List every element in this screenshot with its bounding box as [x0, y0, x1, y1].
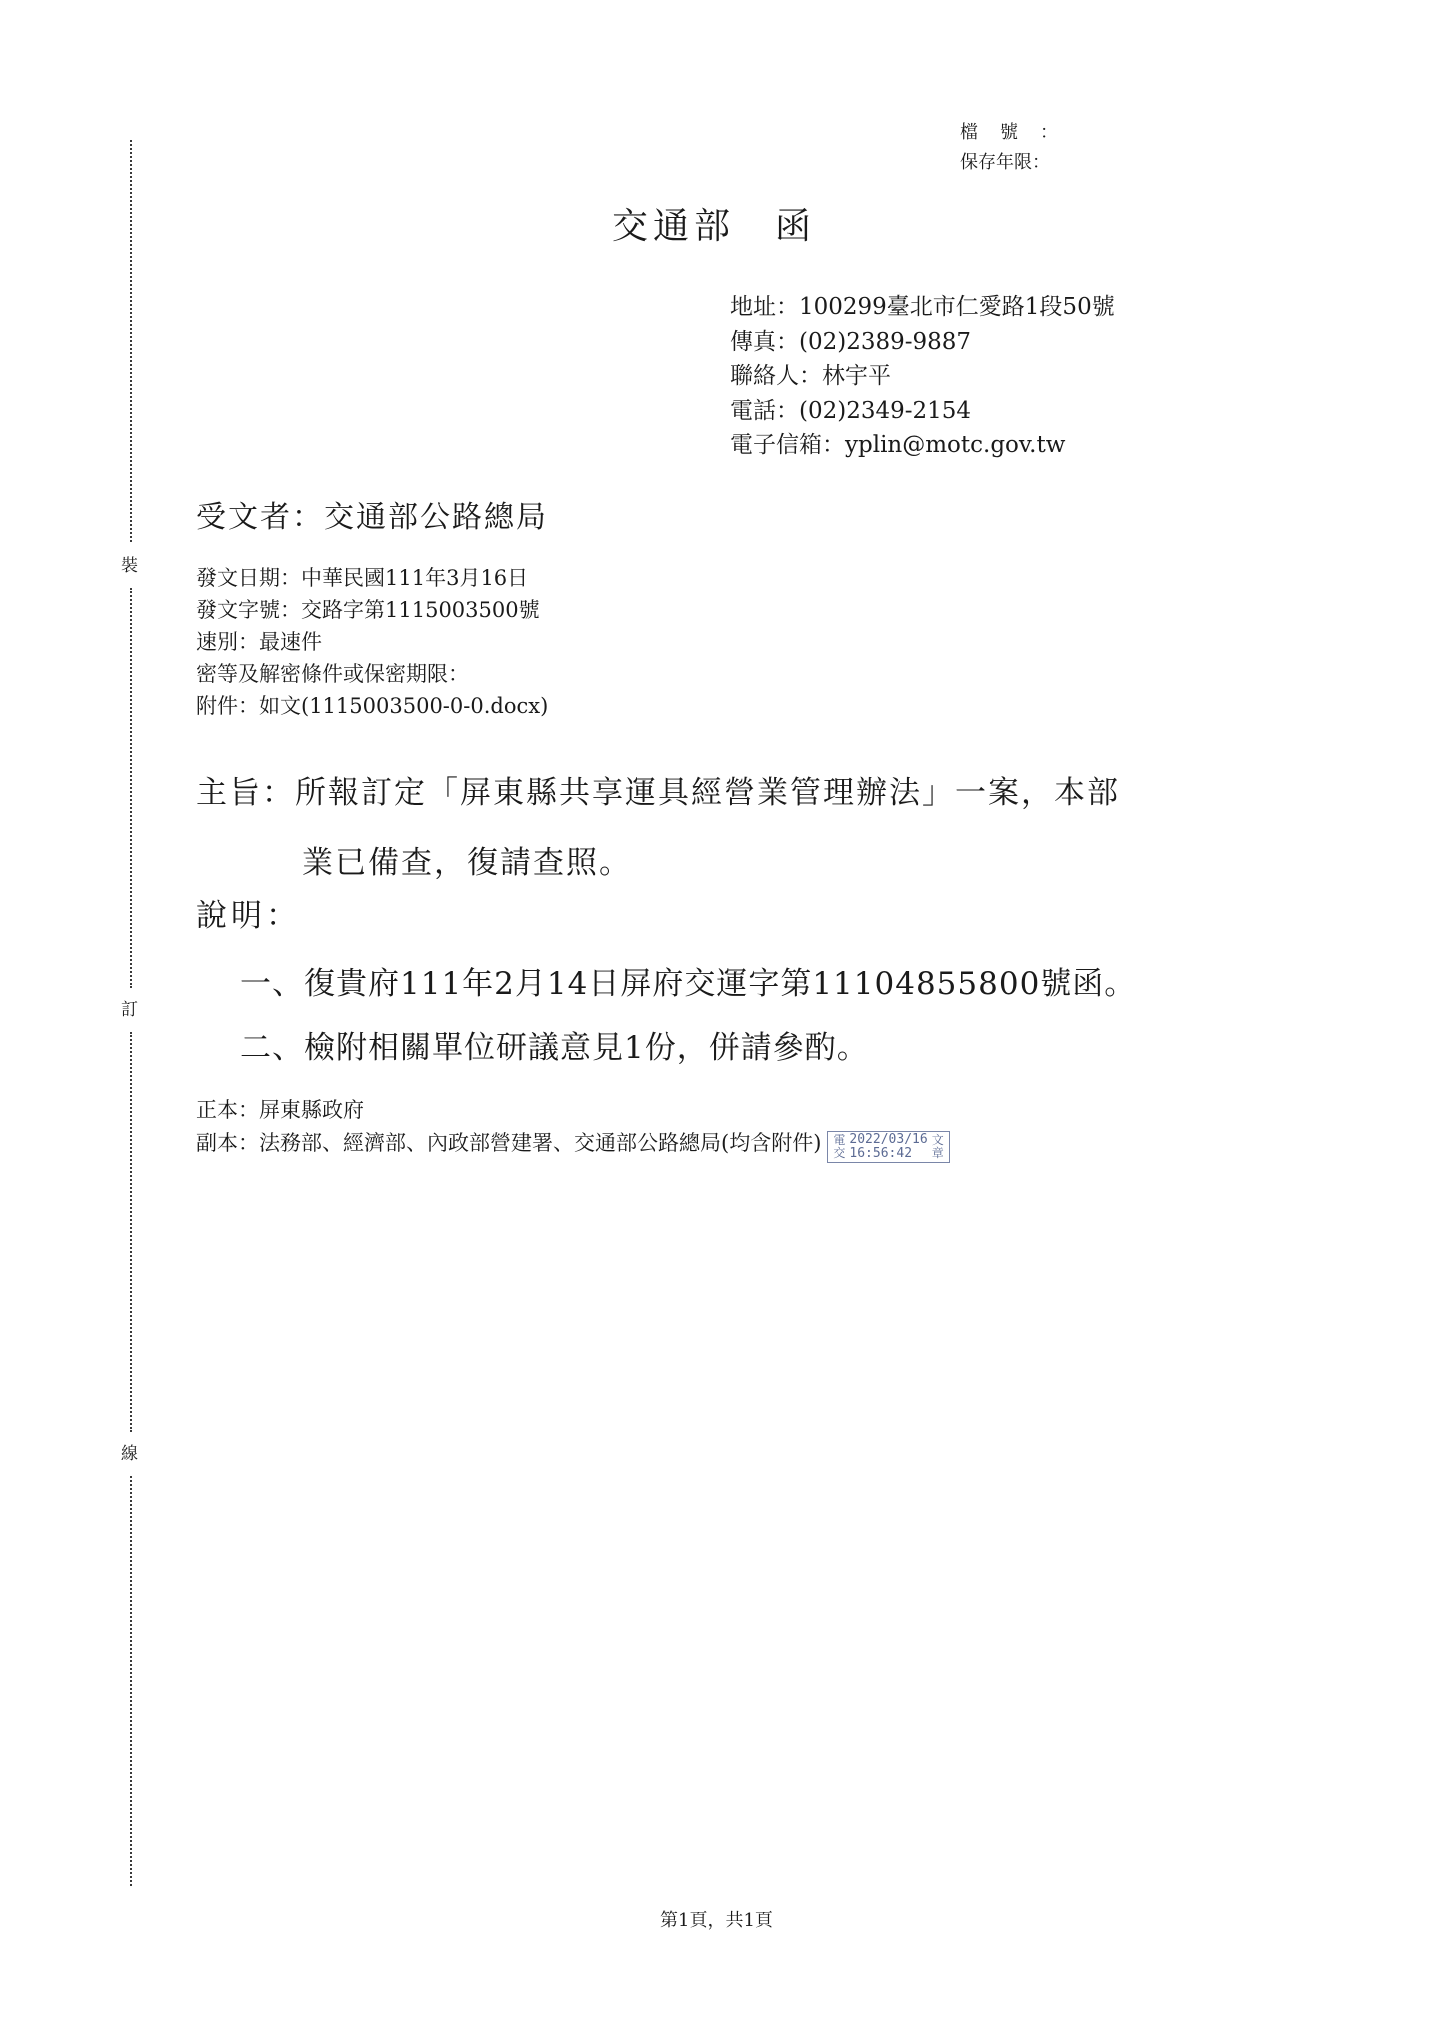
description-item	[240, 1016, 1136, 1080]
original-value: 屏東縣政府	[259, 1098, 364, 1122]
recipient-value: 交通部公路總局	[324, 500, 548, 535]
meta-label: 速別：	[196, 630, 259, 654]
item-marker: 一、	[240, 966, 304, 1002]
meta-value: 中華民國111年3月16日	[301, 566, 529, 590]
meta-label: 附件：	[196, 694, 259, 718]
meta-label: 發文字號：	[196, 598, 301, 622]
contact-value: yplin@motc.gov.tw	[845, 432, 1066, 458]
seal-right	[932, 1134, 944, 1160]
cc-label: 副本：	[196, 1131, 259, 1155]
contact-label: 傳真：	[730, 328, 799, 355]
seal-char: 交	[833, 1145, 846, 1160]
contact-person	[730, 359, 1115, 394]
urgency-row	[196, 626, 548, 658]
subject-line-1	[196, 758, 1256, 828]
subject-label: 主旨：	[196, 775, 295, 811]
description-items	[240, 952, 1136, 1080]
contact-label: 聯絡人：	[730, 363, 822, 389]
seal-datetime	[849, 1133, 927, 1161]
issue-date-row	[196, 562, 548, 594]
electronic-seal	[827, 1131, 949, 1163]
cc-value: 法務部、經濟部、內政部營建署、交通部公路總局(均含附件)	[259, 1131, 822, 1155]
binding-line-top	[130, 140, 132, 542]
file-number-row	[960, 118, 1080, 148]
binding-char-zhuang: 裝	[121, 556, 138, 576]
binding-line-lower	[130, 1032, 132, 1432]
binding-line-mid	[130, 588, 132, 988]
subject	[196, 758, 1256, 898]
page-title	[612, 198, 816, 249]
page-number: 第1頁，共1頁	[660, 1910, 773, 1931]
item-text: 復貴府111年2月14日屏府交運字第11104855800號函。	[304, 966, 1137, 1002]
meta-label: 發文日期：	[196, 566, 301, 590]
seal-char: 章	[931, 1145, 944, 1160]
document-number-row	[196, 594, 548, 626]
contact-value: 林宇平	[822, 363, 891, 389]
retention-label: 保存年限：	[960, 152, 1050, 173]
binding-line-bottom	[130, 1476, 132, 1886]
seal-date: 2022/03/16	[849, 1131, 928, 1147]
subject-text: 所報訂定「屏東縣共享運具經營業管理辦法」一案，本部	[295, 775, 1120, 811]
contact-email	[730, 428, 1115, 463]
seal-char: 電	[833, 1132, 846, 1147]
contact-block	[730, 290, 1115, 463]
binding-char-xian: 線	[121, 1444, 138, 1464]
description-label: 說明：	[196, 898, 301, 934]
recipient	[196, 492, 548, 536]
item-text: 檢附相關單位研議意見1份，併請參酌。	[304, 1030, 869, 1066]
file-meta	[960, 118, 1080, 178]
recipient-label: 受文者：	[196, 500, 324, 535]
contact-value: 100299臺北市仁愛路1段50號	[799, 294, 1115, 320]
original-recipient-row	[196, 1094, 950, 1127]
contact-phone	[730, 394, 1115, 429]
subject-line-2: 業已備查，復請查照。	[302, 845, 632, 881]
seal-char: 文	[931, 1132, 944, 1147]
original-label: 正本：	[196, 1098, 259, 1122]
meta-value: 最速件	[259, 630, 322, 654]
contact-label: 電子信箱：	[730, 432, 845, 458]
binding-char-ding: 訂	[121, 1000, 138, 1020]
distribution	[196, 1094, 950, 1160]
seal-left	[833, 1134, 845, 1160]
description-item	[240, 952, 1136, 1016]
contact-value: (02)2389-9887	[799, 328, 972, 355]
contact-fax	[730, 325, 1115, 360]
seal-time: 16:56:42	[849, 1145, 913, 1161]
meta-value: 交路字第1115003500號	[301, 598, 540, 622]
agency-name: 交通部	[612, 206, 736, 247]
contact-label: 電話：	[730, 397, 799, 424]
attachment-row	[196, 690, 548, 722]
document-type: 函	[775, 206, 817, 247]
issue-meta	[196, 562, 548, 722]
cc-row	[196, 1127, 950, 1160]
meta-label: 密等及解密條件或保密期限：	[196, 662, 469, 686]
contact-value: (02)2349-2154	[799, 397, 972, 424]
item-marker: 二、	[240, 1030, 304, 1066]
attachment-link[interactable]: 如文(1115003500-0-0.docx)	[259, 694, 549, 718]
retention-row	[960, 148, 1080, 178]
contact-address	[730, 290, 1115, 325]
contact-label: 地址：	[730, 294, 799, 320]
classification-row	[196, 658, 548, 690]
file-number-label: 檔號：	[960, 122, 1080, 143]
